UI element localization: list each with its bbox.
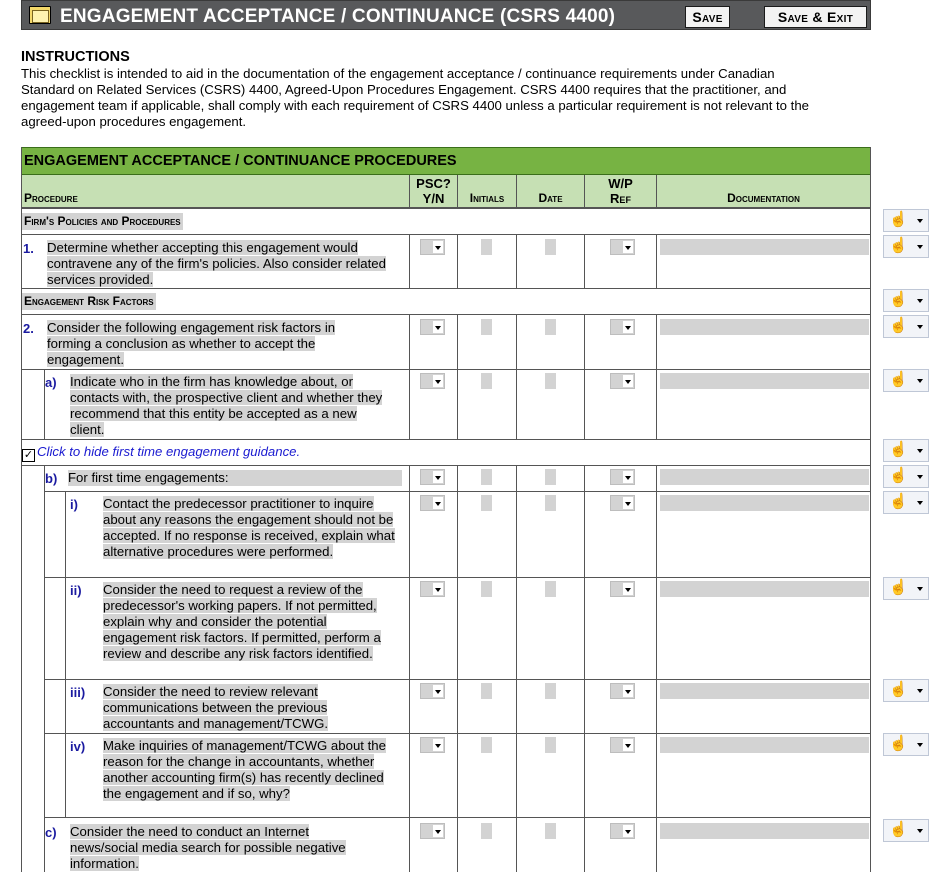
documentation-field[interactable]	[660, 581, 869, 597]
row-action-button[interactable]	[883, 439, 929, 462]
procedure-text: Consider the following engagement risk factors in forming a conclusion as whether to accept the engagement.	[47, 320, 336, 367]
documentation-field[interactable]	[660, 495, 869, 511]
instructions-heading: INSTRUCTIONS	[21, 49, 130, 65]
hand-pointer-icon: ☝	[889, 211, 908, 228]
chevron-down-icon	[917, 245, 923, 249]
row-action-button[interactable]	[883, 209, 929, 232]
psc-dropdown[interactable]	[420, 373, 445, 389]
row-action-button[interactable]	[883, 465, 929, 488]
chevron-down-icon	[917, 299, 923, 303]
row-action-button[interactable]	[883, 679, 929, 702]
hand-pointer-icon: ☝	[889, 821, 908, 838]
item-number: 1.	[23, 241, 34, 256]
row-action-button[interactable]	[883, 369, 929, 392]
hand-pointer-icon: ☝	[889, 493, 908, 510]
row-action-button[interactable]	[883, 491, 929, 514]
row-action-button[interactable]	[883, 315, 929, 338]
date-field[interactable]	[545, 683, 556, 699]
chevron-down-icon	[917, 587, 923, 591]
initials-field[interactable]	[481, 319, 492, 335]
hand-pointer-icon: ☝	[889, 237, 908, 254]
wp-ref-dropdown[interactable]	[610, 581, 635, 597]
item-number: iii)	[70, 685, 86, 700]
hand-pointer-icon: ☝	[889, 467, 908, 484]
documentation-field[interactable]	[660, 683, 869, 699]
psc-dropdown[interactable]	[420, 495, 445, 511]
hand-pointer-icon: ☝	[889, 441, 908, 458]
item-number: c)	[45, 825, 57, 840]
folder-icon	[29, 6, 51, 24]
documentation-field[interactable]	[660, 319, 869, 335]
psc-dropdown[interactable]	[420, 823, 445, 839]
section-title: ENGAGEMENT ACCEPTANCE / CONTINUANCE PROCEDURES	[21, 147, 871, 175]
wp-ref-dropdown[interactable]	[610, 495, 635, 511]
row-action-button[interactable]	[883, 819, 929, 842]
psc-dropdown[interactable]	[420, 581, 445, 597]
procedure-text: Consider the need to conduct an Internet news/social media search for possible negative information.	[70, 824, 346, 871]
initials-field[interactable]	[481, 581, 492, 597]
psc-dropdown[interactable]	[420, 683, 445, 699]
hand-pointer-icon: ☝	[889, 579, 908, 596]
documentation-field[interactable]	[660, 373, 869, 389]
procedure-text: Make inquiries of management/TCWG about the reason for the change in accountants, whether another accounting firm(s) has recently declined the engagement and if so, why?	[103, 738, 386, 801]
hand-pointer-icon: ☝	[889, 317, 908, 334]
save-button[interactable]: Save	[685, 6, 730, 28]
initials-field[interactable]	[481, 495, 492, 511]
procedure-text: Contact the predecessor practitioner to inquire about any reasons the engagement should not be accepted. If no response is received, explain what alternative procedures were performed.	[103, 496, 395, 559]
initials-field[interactable]	[481, 373, 492, 389]
psc-dropdown[interactable]	[420, 319, 445, 335]
wp-ref-dropdown[interactable]	[610, 469, 635, 485]
hand-pointer-icon: ☝	[889, 681, 908, 698]
documentation-field[interactable]	[660, 239, 869, 255]
col-documentation: Documentation	[657, 175, 871, 208]
col-date: Date	[517, 175, 585, 208]
chevron-down-icon	[917, 325, 923, 329]
wp-ref-dropdown[interactable]	[610, 737, 635, 753]
date-field[interactable]	[545, 239, 556, 255]
date-field[interactable]	[545, 737, 556, 753]
procedure-text: For first time engagements:	[68, 470, 402, 486]
item-number: b)	[45, 471, 58, 486]
wp-ref-dropdown[interactable]	[610, 239, 635, 255]
wp-ref-dropdown[interactable]	[610, 823, 635, 839]
date-field[interactable]	[545, 823, 556, 839]
chevron-down-icon	[917, 449, 923, 453]
date-field[interactable]	[545, 495, 556, 511]
row-action-button[interactable]	[883, 235, 929, 258]
initials-field[interactable]	[481, 469, 492, 485]
col-initials: Initials	[458, 175, 517, 208]
save-exit-button[interactable]: Save & Exit	[764, 6, 867, 28]
chevron-down-icon	[917, 743, 923, 747]
date-field[interactable]	[545, 319, 556, 335]
category-firm-policies: Firm's Policies and Procedures	[24, 214, 181, 228]
row-action-button[interactable]	[883, 733, 929, 756]
title-bar	[21, 0, 871, 30]
instructions-text: This checklist is intended to aid in the documentation of the engagement acceptance / continuance requirements under Canadian Standard on Related Services (CSRS) 4400, Agreed-Upon Procedures Engagement. CSRS 4400 requires that the practitioner, and engagement team if applicable, shall comply with each requirement of CSRS 4400 unless a particular requirement is not relevant to the agreed-upon procedures engagement.	[21, 66, 810, 129]
initials-field[interactable]	[481, 239, 492, 255]
chevron-down-icon	[917, 379, 923, 383]
psc-dropdown[interactable]	[420, 737, 445, 753]
psc-dropdown[interactable]	[420, 469, 445, 485]
procedure-text: Consider the need to review relevant communications between the previous accountants and management/TCWG.	[103, 684, 329, 731]
chevron-down-icon	[917, 219, 923, 223]
psc-dropdown[interactable]	[420, 239, 445, 255]
wp-ref-dropdown[interactable]	[610, 319, 635, 335]
documentation-field[interactable]	[660, 737, 869, 753]
page-title: ENGAGEMENT ACCEPTANCE / CONTINUANCE (CSRS 4400)	[60, 6, 616, 27]
item-number: i)	[70, 497, 78, 512]
row-action-button[interactable]	[883, 577, 929, 600]
initials-field[interactable]	[481, 683, 492, 699]
procedure-text: Consider the need to request a review of the predecessor's working papers. If not permitted, explain why and consider the potential engagement risk factors. If permitted, perform a review and describe any risk factors identified.	[103, 582, 381, 661]
wp-ref-dropdown[interactable]	[610, 683, 635, 699]
date-field[interactable]	[545, 469, 556, 485]
initials-field[interactable]	[481, 737, 492, 753]
chevron-down-icon	[917, 501, 923, 505]
procedure-text: Indicate who in the firm has knowledge about, or contacts with, the prospective client and whether they recommend that this entity be accepted as a new client.	[70, 374, 383, 437]
col-psc: PSC? Y/N	[410, 175, 458, 208]
item-number: a)	[45, 375, 57, 390]
hand-pointer-icon: ☝	[889, 735, 908, 752]
item-number: 2.	[23, 321, 34, 336]
initials-field[interactable]	[481, 823, 492, 839]
hand-pointer-icon: ☝	[889, 291, 908, 308]
procedures-table	[21, 147, 871, 872]
date-field[interactable]	[545, 581, 556, 597]
item-number: ii)	[70, 583, 82, 598]
col-procedure: Procedure	[21, 175, 410, 208]
wp-ref-dropdown[interactable]	[610, 373, 635, 389]
hand-pointer-icon: ☝	[889, 371, 908, 388]
chevron-down-icon	[917, 689, 923, 693]
documentation-field[interactable]	[660, 823, 869, 839]
procedure-text: Determine whether accepting this engagement would contravene any of the firm's policies. Also consider related services provided.	[47, 240, 386, 287]
row-action-button[interactable]	[883, 289, 929, 312]
checkbox[interactable]: ✓	[23, 449, 34, 461]
col-wp-ref: W/P Ref	[585, 175, 657, 208]
documentation-field[interactable]	[660, 469, 869, 485]
chevron-down-icon	[917, 829, 923, 833]
item-number: iv)	[70, 739, 86, 754]
category-engagement-risk: Engagement Risk Factors	[24, 294, 154, 308]
first-time-guidance-toggle[interactable]: ✓ Click to hide first time engagement guidance.	[23, 444, 301, 461]
chevron-down-icon	[917, 475, 923, 479]
date-field[interactable]	[545, 373, 556, 389]
